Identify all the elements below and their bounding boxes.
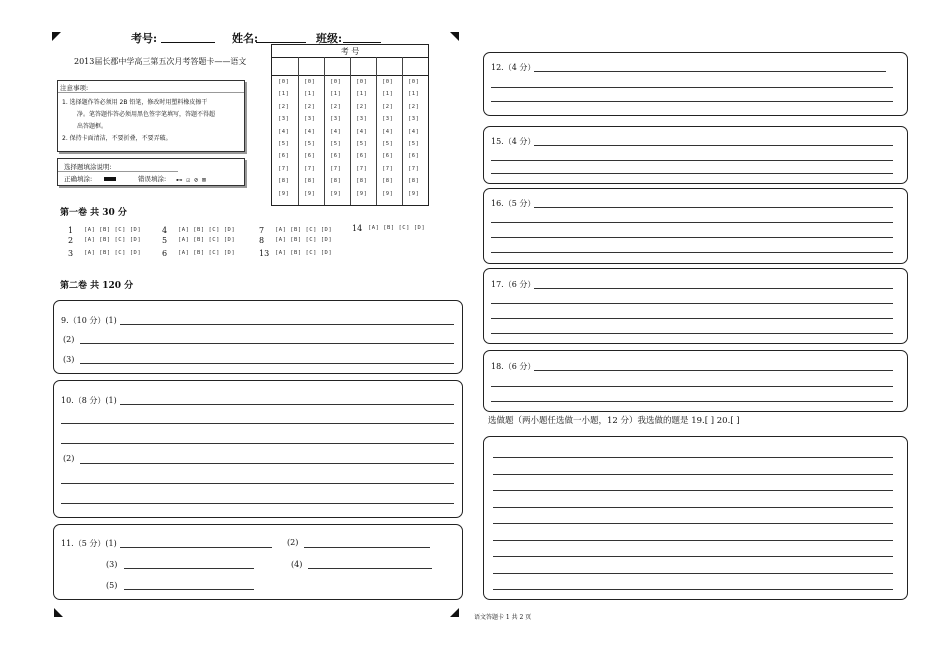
exam-digit-bubble[interactable]: [4]	[330, 128, 342, 135]
q11-2-label: (2)	[287, 538, 299, 547]
exam-digit-bubble[interactable]: [4]	[356, 128, 368, 135]
q10-label: 10.（8 分）(1)	[61, 396, 117, 405]
exam-digit-bubble[interactable]: [1]	[278, 91, 290, 98]
exam-digit-bubble[interactable]: [1]	[356, 91, 368, 98]
exam-number-label: 考号:	[131, 32, 158, 45]
exam-digit-bubble[interactable]: [6]	[408, 153, 420, 160]
corner-marker-bottom-left	[54, 608, 63, 617]
class-label: 班级:	[316, 32, 343, 45]
exam-digit-bubble[interactable]: [3]	[278, 116, 290, 123]
exam-digit-bubble[interactable]: [4]	[278, 128, 290, 135]
page-footer: 语文答题卡 1 共 2 页	[474, 614, 532, 621]
elective-answer-line[interactable]	[493, 490, 893, 491]
exam-digit-bubble[interactable]: [6]	[356, 153, 368, 160]
exam-digit-bubble[interactable]: [1]	[330, 91, 342, 98]
notice-box	[57, 80, 245, 152]
exam-digit-bubble[interactable]: [7]	[356, 165, 368, 172]
exam-digit-bubble[interactable]: [9]	[304, 190, 316, 197]
q11-answer-box	[53, 524, 463, 600]
q17-answer-box	[483, 268, 908, 344]
q11-3-label: (3)	[106, 560, 118, 569]
q11-4-label: (4)	[291, 560, 303, 569]
q10-2-line-3[interactable]	[61, 503, 454, 504]
q10-1-line-1[interactable]	[120, 404, 454, 405]
exam-digit-bubble[interactable]: [9]	[408, 190, 420, 197]
q10-1-line-3[interactable]	[61, 443, 454, 444]
q15-answer-box	[483, 126, 908, 184]
name-field[interactable]	[256, 30, 306, 43]
corner-marker-bottom-mid	[450, 608, 459, 617]
exam-digit-bubble[interactable]: [2]	[408, 103, 420, 110]
q10-2-line-2[interactable]	[61, 483, 454, 484]
fill-guide-box	[57, 158, 245, 186]
mcq-option-bubbles[interactable]: [A] [B] [C] [D]	[178, 227, 236, 233]
exam-digit-bubble[interactable]: [7]	[408, 165, 420, 172]
exam-digit-bubble[interactable]: [0]	[382, 79, 394, 85]
q18-line-1[interactable]	[534, 370, 893, 371]
mcq-option-bubbles[interactable]: [A] [B] [C] [D]	[178, 237, 236, 243]
q17-line-4[interactable]	[491, 333, 893, 334]
exam-digit-bubble[interactable]: [0]	[356, 79, 368, 85]
exam-number-field[interactable]	[161, 30, 215, 43]
elective-answer-line[interactable]	[493, 589, 893, 590]
exam-digit-bubble[interactable]: [9]	[382, 190, 394, 197]
notice-item-1-line-2: 净。笔答题作答必须用黑色签字笔填写，答题不得超	[77, 111, 216, 118]
q18-label: 18.（6 分）	[491, 362, 536, 371]
exam-digit-bubble[interactable]: [2]	[382, 103, 394, 110]
q10-1-line-2[interactable]	[61, 423, 454, 424]
exam-digit-bubble[interactable]: [6]	[330, 153, 342, 160]
mcq-question-number: 6	[162, 249, 168, 258]
exam-digit-bubble[interactable]: [2]	[304, 103, 316, 110]
correct-fill-sample	[104, 177, 116, 181]
elective-instruction: 选做题（两小题任选做一小题，12 分）我选做的题是 19.[ ] 20.[ ]	[488, 416, 740, 426]
class-field[interactable]	[343, 30, 381, 43]
exam-digit-bubble[interactable]: [8]	[356, 178, 368, 185]
elective-answer-line[interactable]	[493, 507, 893, 508]
q11-label: 11.（5 分）(1)	[61, 539, 117, 548]
mcq-question-number: 3	[68, 249, 74, 258]
q15-line-2[interactable]	[491, 160, 893, 161]
mcq-question-number: 14	[352, 224, 363, 233]
corner-marker-top-left	[52, 32, 61, 41]
exam-digit-bubble[interactable]: [5]	[382, 141, 394, 147]
exam-digit-bubble[interactable]: [0]	[408, 79, 420, 85]
exam-digit-bubble[interactable]: [5]	[330, 141, 342, 147]
page-title: 2013届长郡中学高三第五次月考答题卡——语文	[74, 57, 247, 66]
exam-digit-bubble[interactable]: [4]	[304, 128, 316, 135]
notice-item-2: 2. 保持卡面清洁，不要折叠，不要弄破。	[62, 135, 172, 142]
q12-label: 12.（4 分）	[491, 63, 536, 72]
q9-3-line[interactable]	[80, 363, 454, 364]
mcq-option-bubbles[interactable]: [A] [B] [C] [D]	[275, 250, 333, 256]
q11-1-line[interactable]	[120, 547, 272, 548]
exam-digit-bubble[interactable]: [3]	[330, 116, 342, 123]
q11-4-line[interactable]	[308, 568, 432, 569]
q16-label: 16.（5 分）	[491, 199, 536, 208]
q17-label: 17.（6 分）	[491, 280, 536, 289]
exam-digit-bubble[interactable]: [8]	[304, 178, 316, 185]
wrong-fill-samples: ⊷ ☑ ⊘ ⊠	[176, 176, 206, 184]
exam-digit-bubble[interactable]: [9]	[356, 190, 368, 197]
notice-heading: 注意事项:	[60, 84, 89, 92]
q9-3-label: (3)	[63, 355, 75, 364]
mcq-question-number: 5	[162, 236, 168, 245]
section-2-title: 第二卷 共 120 分	[60, 281, 134, 291]
exam-digit-bubble[interactable]: [8]	[330, 178, 342, 185]
q16-line-4[interactable]	[491, 252, 893, 253]
mcq-question-number: 7	[259, 226, 265, 235]
exam-digit-bubble[interactable]: [3]	[382, 116, 394, 123]
exam-digit-bubble[interactable]: [9]	[278, 190, 290, 197]
elective-answer-line[interactable]	[493, 556, 893, 557]
mcq-option-bubbles[interactable]: [A] [B] [C] [D]	[84, 250, 142, 256]
mcq-option-bubbles[interactable]: [A] [B] [C] [D]	[84, 237, 142, 243]
q12-line-1[interactable]	[534, 71, 886, 72]
elective-answer-line[interactable]	[493, 474, 893, 475]
exam-digit-bubble[interactable]: [7]	[278, 165, 290, 172]
elective-answer-box	[483, 436, 908, 600]
q9-2-label: (2)	[63, 335, 75, 344]
q11-5-label: (5)	[106, 581, 118, 590]
exam-number-grid-title: 考 号	[340, 47, 360, 56]
exam-digit-bubble[interactable]: [2]	[356, 103, 368, 110]
name-label: 姓名:	[232, 32, 259, 45]
exam-digit-bubble[interactable]: [0]	[278, 79, 290, 85]
wrong-fill-label: 错误填涂:	[138, 175, 167, 183]
exam-digit-bubble[interactable]: [5]	[304, 141, 316, 147]
q9-2-line[interactable]	[80, 343, 454, 344]
exam-digit-bubble[interactable]: [9]	[330, 190, 342, 197]
exam-digit-bubble[interactable]: [2]	[330, 103, 342, 110]
q11-3-line[interactable]	[124, 568, 254, 569]
exam-digit-bubble[interactable]: [7]	[330, 165, 342, 172]
exam-digit-bubble[interactable]: [7]	[382, 165, 394, 172]
q16-line-2[interactable]	[491, 222, 893, 223]
q11-5-line[interactable]	[124, 589, 254, 590]
exam-digit-bubble[interactable]: [6]	[278, 153, 290, 160]
q17-line-3[interactable]	[491, 318, 893, 319]
q18-answer-box	[483, 350, 908, 412]
q9-label: 9.（10 分）(1)	[61, 316, 117, 325]
exam-digit-bubble[interactable]: [3]	[356, 116, 368, 123]
exam-digit-bubble[interactable]: [8]	[382, 178, 394, 185]
elective-answer-line[interactable]	[493, 540, 893, 541]
q18-line-2[interactable]	[491, 386, 893, 387]
exam-digit-bubble[interactable]: [4]	[382, 128, 394, 135]
exam-digit-bubble[interactable]: [3]	[304, 116, 316, 123]
corner-marker-top-mid	[450, 32, 459, 41]
notice-item-1-line-1: 1. 选择题作答必须用 2B 铅笔，修改时用塑料橡皮擦干	[62, 99, 208, 106]
exam-digit-bubble[interactable]: [4]	[408, 128, 420, 135]
exam-digit-bubble[interactable]: [7]	[304, 165, 316, 172]
exam-digit-bubble[interactable]: [8]	[408, 178, 420, 185]
exam-digit-bubble[interactable]: [1]	[408, 91, 420, 98]
q9-1-line[interactable]	[120, 324, 454, 325]
q15-line-3[interactable]	[491, 173, 893, 174]
mcq-question-number: 13	[259, 249, 270, 258]
q16-line-3[interactable]	[491, 237, 893, 238]
q10-answer-box	[53, 380, 463, 518]
exam-digit-bubble[interactable]: [6]	[382, 153, 394, 160]
exam-digit-bubble[interactable]: [5]	[356, 141, 368, 147]
exam-digit-bubble[interactable]: [2]	[278, 103, 290, 110]
mcq-option-bubbles[interactable]: [A] [B] [C] [D]	[275, 237, 333, 243]
elective-answer-line[interactable]	[493, 523, 893, 524]
q17-line-2[interactable]	[491, 303, 893, 304]
q12-line-2[interactable]	[491, 87, 893, 88]
exam-digit-bubble[interactable]: [6]	[304, 153, 316, 160]
q10-2-line-1[interactable]	[80, 463, 454, 464]
exam-digit-bubble[interactable]: [3]	[408, 116, 420, 123]
elective-answer-line[interactable]	[493, 457, 893, 458]
q12-answer-box	[483, 52, 908, 116]
mcq-question-number: 8	[259, 236, 265, 245]
q15-label: 15.（4 分）	[491, 137, 536, 146]
elective-answer-line[interactable]	[493, 573, 893, 574]
mcq-area	[60, 222, 460, 262]
exam-digit-bubble[interactable]: [5]	[278, 141, 290, 147]
mcq-option-bubbles[interactable]: [A] [B] [C] [D]	[178, 250, 236, 256]
exam-digit-bubble[interactable]: [1]	[382, 91, 394, 98]
exam-digit-bubble[interactable]: [1]	[304, 91, 316, 98]
mcq-option-bubbles[interactable]: [A] [B] [C] [D]	[368, 225, 426, 231]
q12-line-3[interactable]	[491, 101, 893, 102]
q11-2-line[interactable]	[304, 547, 430, 548]
q16-answer-box	[483, 188, 908, 264]
q18-line-3[interactable]	[491, 401, 893, 402]
mcq-question-number: 2	[68, 236, 74, 245]
exam-digit-bubble[interactable]: [8]	[278, 178, 290, 185]
fill-guide-heading: 选择题填涂说明:	[64, 163, 112, 171]
section-1-title: 第一卷 共 30 分	[60, 208, 127, 218]
mcq-option-bubbles[interactable]: [A] [B] [C] [D]	[84, 227, 142, 233]
exam-digit-bubble[interactable]: [0]	[330, 79, 342, 85]
q9-answer-box	[53, 300, 463, 374]
q10-2-label: (2)	[63, 454, 75, 463]
q15-line-1[interactable]	[534, 145, 893, 146]
mcq-option-bubbles[interactable]: [A] [B] [C] [D]	[275, 227, 333, 233]
mcq-question-number: 4	[162, 226, 168, 235]
exam-number-grid	[271, 44, 429, 206]
exam-digit-bubble[interactable]: [0]	[304, 79, 316, 85]
q17-line-1[interactable]	[534, 288, 893, 289]
q16-line-1[interactable]	[534, 207, 893, 208]
exam-digit-bubble[interactable]: [5]	[408, 141, 420, 147]
notice-item-1-line-3: 出答题框。	[77, 123, 108, 130]
correct-fill-label: 正确填涂:	[64, 175, 93, 183]
mcq-question-number: 1	[68, 226, 74, 235]
